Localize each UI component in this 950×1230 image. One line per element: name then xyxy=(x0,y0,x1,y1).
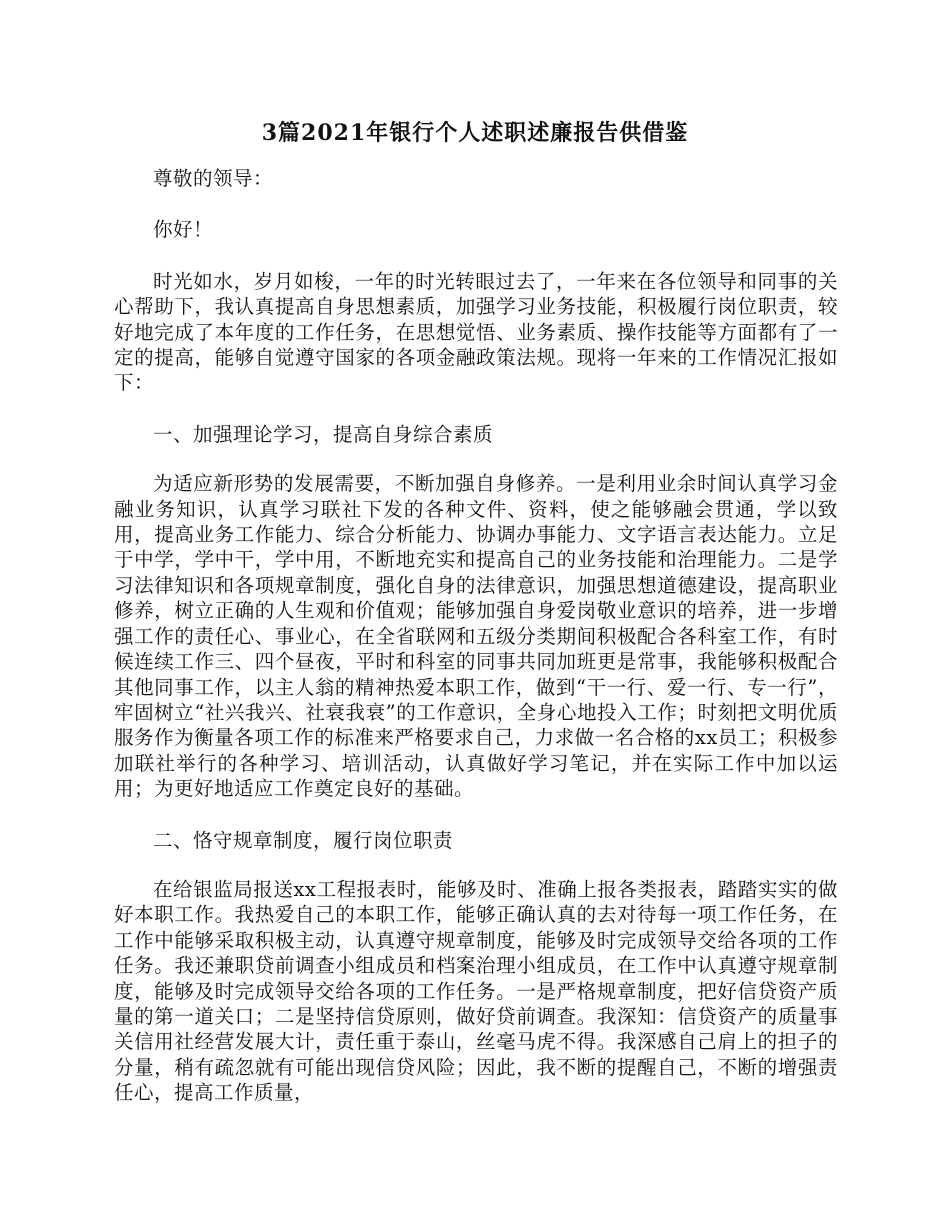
section-heading-1: 一、加强理论学习，提高自身综合素质 xyxy=(153,422,494,446)
salutation: 尊敬的领导： xyxy=(153,167,274,190)
document-body xyxy=(114,166,838,1132)
greeting: 你好！ xyxy=(153,218,214,242)
document-title: 3篇2021年银行个人述职述廉报告供借鉴 xyxy=(261,120,689,146)
section-heading-2: 二、恪守规章制度，履行岗位职责 xyxy=(153,828,454,852)
section-2-paragraph: 在给银监局报送xx工程报表时，能够及时、准确上报各类报表，踏踏实实的做好本职工作。我热爱自己的本职工作，能够正确认真的去对待每一项工作任务，在工作中能够采取积极主动，认真遵守规章制度，能够及时完成领导交给各项的工作任务。我还兼职贷前调查小组成员和档案治理小组成员，在工作中认真遵守规章制度，能够及时完成领导交给各项的工作任务。一是严格规章制度，把好信贷资产质量的第一道关口；二是坚持信贷原则，做好贷前调查。我深知：信贷资产的质量事关信用社经营发展大计，责任重于泰山，丝毫马虎不得。我深感自己肩上的担子的分量，稍有疏忽就有可能出现信贷风险；因此，我不断的提醒自己，不断的增强责任心，提高工作质量， xyxy=(114,877,838,1105)
section-1-paragraph: 为适应新形势的发展需要，不断加强自身修养。一是利用业余时间认真学习金融业务知识，认真学习联社下发的各种文件、资料，使之能够融会贯通，学以致用，提高业务工作能力、综合分析能力、协调办事能力、文字语言表达能力。立足于中学，学中干，学中用，不断地充实和提高自己的业务技能和治理能力。二是学习法律知识和各项规章制度，强化自身的法律意识，加强思想道德建设，提高职业修养，树立正确的人生观和价值观；能够加强自身爱岗敬业意识的培养，进一步增强工作的责任心、事业心，在全省联网和五级分类期间积极配合各科室工作，有时候连续工作三、四个昼夜，平时和科室的同事共同加班更是常事，我能够积极配合其他同事工作，以主人翁的精神热爱本职工作，做到“干一行、爱一行、专一行”，牢固树立“社兴我兴、社衰我衰”的工作意识，全身心地投入工作；时刻把文明优质服务作为衡量各项工作的标准来严格要求自己，力求做一名合格的xx员工；积极参加联社举行的各种学习、培训活动，认真做好学习笔记，并在实际工作中加以运用；为更好地适应工作奠定良好的基础。 xyxy=(114,472,838,801)
intro-paragraph: 时光如水，岁月如梭，一年的时光转眼过去了，一年来在各位领导和同事的关心帮助下，我认真提高自身思想素质，加强学习业务技能，积极履行岗位职责，较好地完成了本年度的工作任务，在思想觉悟、业务素质、操作技能等方面都有了一定的提高，能够自觉遵守国家的各项金融政策法规。现将一年来的工作情况汇报如下： xyxy=(114,269,838,395)
